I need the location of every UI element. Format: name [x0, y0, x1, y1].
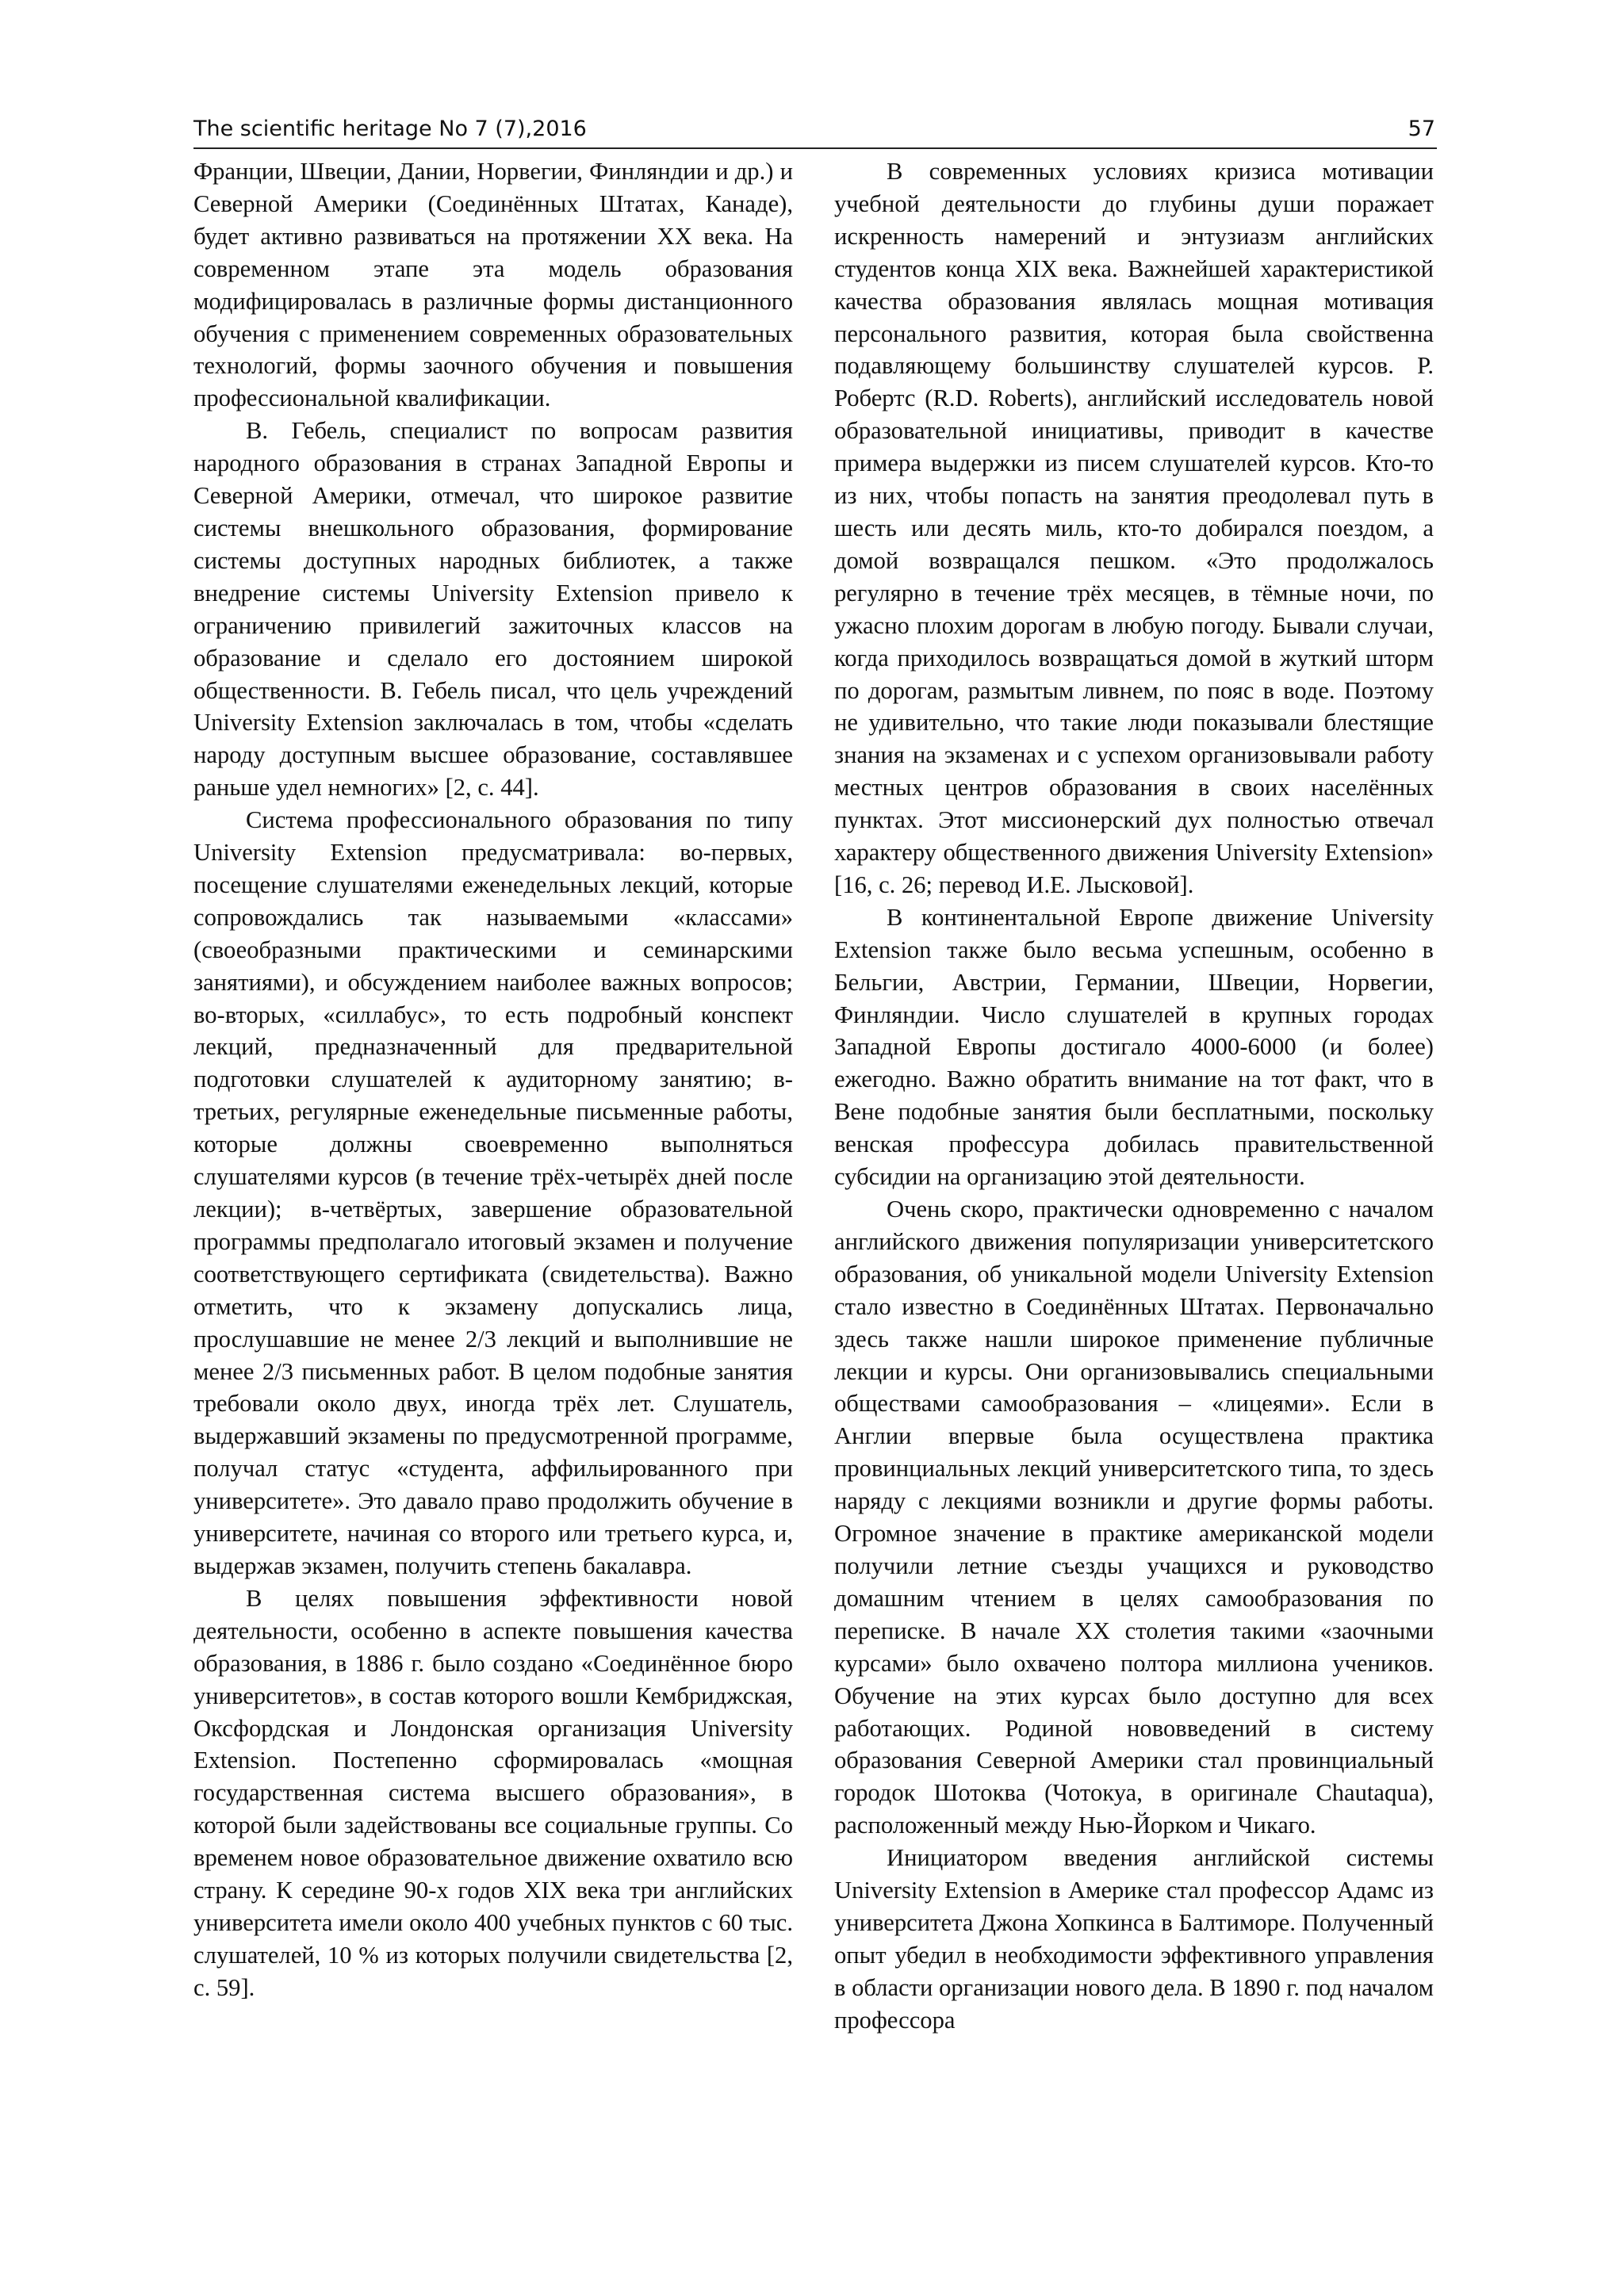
paragraph: В современных условиях кризиса мотивации учебной деятельности до глубины души поражает искренность намерений и энтузиазм английских студентов конца XIX века. Важнейшей характеристикой качества образования являлась мощная мотивация персонального развития, которая была свойственна подавляющему большинству слушателей курсов. Р. Робертс (R.D. Roberts), английский исследователь новой образовательной инициативы, приводит в качестве примера выдержки из писем слушателей курсов. Кто-то из них, чтобы попасть на занятия преодолевал путь в шесть или десять миль, кто-то добирался поездом, а домой возвращался пешком. «Это продолжалось регулярно в течение трёх месяцев, в тёмные ночи, по ужасно плохим дорогам в любую погоду. Бывали случаи, когда приходилось возвращаться домой в жуткий шторм по дорогам, размытым ливнем, по пояс в воде. Поэтому не удивительно, что такие люди показывали блестящие знания на экзаменах и с успехом организовывали работу местных центров образования в своих населённых пунктах. Этот миссионерский дух полностью отвечал характеру общественного движения University Extension» [16, с. 26; перевод И.Е. Лысковой]. — [834, 158, 1434, 898]
paragraph: В целях повышения эффективности новой деятельности, особенно в аспекте повышения качества образования, в 1886 г. было создано «Соединённое бюро университетов», в состав которого вошли Кембриджская, Оксфордская и Лондонская организация University Extension. Постепенно сформировалась «мощная государственная система высшего образования», в которой были задействованы все социальные группы. Со временем новое образовательное движение охватило всю страну. К середине 90-х годов XIX века три английских университета имели около 400 учебных пунктов с 60 тыс. слушателей, 10 % из которых получили свидетельства [2, с. 59]. — [193, 1584, 793, 2001]
paragraph: Очень скоро, практически одновременно с началом английского движения популяризации университетского образования, об уникальной модели University Extension стало известно в Соединённых Штатах. Первоначально здесь также нашли широкое применение публичные лекции и курсы. Они организовывались специальными обществами самообразования – «лицеями». Если в Англии впервые была осуществлена практика провинциальных лекций университетского типа, то здесь наряду с лекциями возникли и другие формы работы. Огромное значение в практике американской модели получили летние съезды учащихся и руководство домашним чтением в целях самообразования по переписке. В начале XX столетия такими «заочными курсами» было охвачено полтора миллиона учеников. Обучение на этих курсах было доступно для всех работающих. Родиной нововведений в систему образования Северной Америки стал провинциальный городок Шотоква (Чотокуа, в оригинале Chautaqua), расположенный между Нью-Йорком и Чикаго. — [834, 1196, 1434, 1839]
paragraph: В континентальной Европе движение University Extension также было весьма успешным, особенно в Бельгии, Австрии, Германии, Швеции, Норвегии, Финляндии. Число слушателей в крупных городах Западной Европы достигало 4000-6000 (и более) ежегодно. Важно обратить внимание на тот факт, что в Вене подобные занятия были бесплатными, поскольку венская профессура добилась правительственной субсидии на организацию этой деятельности. — [834, 903, 1434, 1191]
page-header — [193, 111, 1437, 149]
journal-title: The scientific heritage No 7 (7),2016 — [193, 117, 587, 141]
left-column — [193, 155, 793, 2004]
page-number: 57 — [1408, 117, 1435, 141]
paragraph: В. Гебель, специалист по вопросам развития народного образования в странах Западной Европы и Северной Америки, отмечал, что широкое развитие системы внешкольного образования, формирование системы доступных народных библиотек, а также внедрение системы University Extension привело к ограничению привилегий зажиточных классов на образование и сделало его достоянием широкой общественности. В. Гебель писал, что цель учреждений University Extension заключалась в том, чтобы «сделать народу доступным высшее образование, составлявшее раньше удел немногих» [2, с. 44]. — [193, 417, 793, 802]
paragraph: Инициатором введения английской системы University Extension в Америке стал профессор Адамс из университета Джона Хопкинса в Балтиморе. Полученный опыт убедил в необходимости эффективного управления в области организации нового дела. В 1890 г. под началом профессора — [834, 1844, 1434, 2034]
paragraph: Франции, Швеции, Дании, Норвегии, Финляндии и др.) и Северной Америки (Соединённых Штатах, Канаде), будет активно развиваться на протяжении XX века. На современном этапе эта модель образования модифицировалась в различные формы дистанционного обучения с применением современных образовательных технологий, формы заочного обучения и повышения профессиональной квалификации. — [193, 158, 793, 412]
right-column — [834, 155, 1434, 2037]
paragraph: Система профессионального образования по типу University Extension предусматривала: во-первых, посещение слушателями еженедельных лекций, которые сопровождались так называемыми «классами» (своеобразными практическими и семинарскими занятиями), и обсуждением наиболее важных вопросов; во-вторых, «силлабус», то есть подробный конспект лекций, предназначенный для предварительной подготовки слушателей к аудиторному занятию; в-третьих, регулярные еженедельные письменные работы, которые должны своевременно выполняться слушателями курсов (в течение трёх-четырёх дней после лекции); в-четвёртых, завершение образовательной программы предполагало итоговый экзамен и получение соответствующего сертификата (свидетельства). Важно отметить, что к экзамену допускались лица, прослушавшие не менее 2/3 лекций и выполнившие не менее 2/3 письменных работ. В целом подобные занятия требовали около двух, иногда трёх лет. Слушатель, выдержавший экзамены по предусмотренной программе, получал статус «студента, аффильированного при университете». Это давало право продолжить обучение в университете, начиная со второго или третьего курса, и, выдержав экзамен, получить степень бакалавра. — [193, 806, 793, 1579]
